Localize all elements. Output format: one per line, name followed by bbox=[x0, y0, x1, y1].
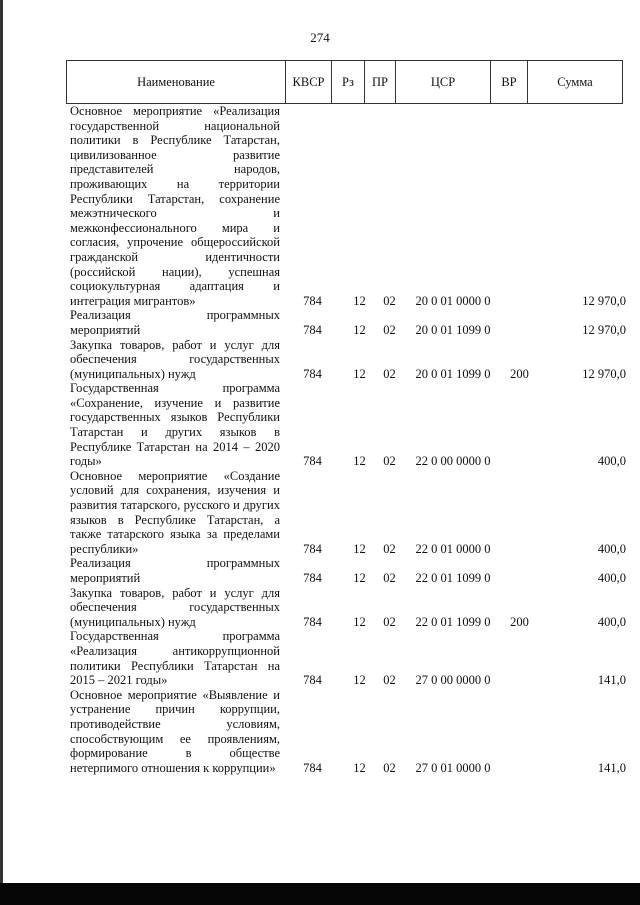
row-csr: 22 0 00 0000 0 bbox=[415, 454, 491, 469]
row-sum: 12 970,0 bbox=[582, 322, 626, 337]
table-row bbox=[66, 381, 626, 469]
table-row bbox=[66, 338, 626, 382]
row-rz: 12 bbox=[353, 571, 366, 585]
row-sum: 12 970,0 bbox=[582, 293, 626, 308]
header-vr: ВР bbox=[491, 61, 528, 104]
row-kvsr: 784 bbox=[303, 571, 322, 585]
row-csr: 20 0 01 0000 0 bbox=[415, 293, 491, 308]
row-pr: 02 bbox=[383, 454, 396, 469]
row-csr: 22 0 01 1099 0 bbox=[415, 614, 491, 629]
row-sum: 400,0 bbox=[597, 614, 626, 629]
row-sum: 400,0 bbox=[597, 454, 626, 469]
table-row bbox=[66, 104, 626, 308]
row-sum: 400,0 bbox=[597, 541, 626, 556]
row-csr: 20 0 01 1099 0 bbox=[415, 322, 491, 337]
header-name: Наименование bbox=[67, 61, 286, 104]
header-kvsr: КВСР bbox=[286, 61, 332, 104]
table-row bbox=[66, 469, 626, 557]
row-vr: 200 bbox=[510, 366, 529, 381]
scan-edge bbox=[0, 0, 3, 905]
row-sum: 141,0 bbox=[597, 673, 626, 688]
row-sum: 12 970,0 bbox=[582, 366, 626, 381]
row-name: Реализация программных мероприятий bbox=[70, 556, 280, 585]
row-rz: 12 bbox=[353, 454, 366, 469]
table-body bbox=[66, 104, 626, 775]
row-rz: 12 bbox=[353, 293, 366, 308]
row-name: Закупка товаров, работ и услуг для обеспечения государственных (муниципальных) нужд bbox=[70, 337, 280, 381]
row-name: Основное мероприятие «Создание условий для сохранения, изучения и развития татарского, русского и других языков в Республике Татарстан, а также татарского языка за пределами республики» bbox=[70, 468, 280, 556]
row-vr: 200 bbox=[510, 614, 529, 629]
row-rz: 12 bbox=[353, 673, 366, 688]
row-name: Государственная программа «Реализация антикоррупционной политики Республики Татарстан на 2015 – 2021 годы» bbox=[70, 629, 280, 688]
row-kvsr: 784 bbox=[303, 541, 322, 556]
row-rz: 12 bbox=[353, 366, 366, 381]
row-pr: 02 bbox=[383, 366, 396, 381]
row-pr: 02 bbox=[383, 614, 396, 629]
row-sum: 400,0 bbox=[597, 571, 626, 585]
header-sum: Сумма bbox=[528, 61, 623, 104]
row-pr: 02 bbox=[383, 293, 396, 308]
row-rz: 12 bbox=[353, 760, 366, 775]
table-row bbox=[66, 629, 626, 687]
row-pr: 02 bbox=[383, 673, 396, 688]
row-name: Реализация программных мероприятий bbox=[70, 308, 280, 337]
table-header bbox=[66, 60, 623, 104]
row-csr: 22 0 01 1099 0 bbox=[415, 571, 491, 585]
row-csr: 27 0 01 0000 0 bbox=[415, 760, 491, 775]
row-kvsr: 784 bbox=[303, 614, 322, 629]
row-kvsr: 784 bbox=[303, 760, 322, 775]
table-row bbox=[66, 688, 626, 776]
row-name: Основное мероприятие «Реализация государственной национальной политики в Республике Татарстан, цивилизованное развитие представителей народов, проживающих на территории Республики Татарстан, сохранение межэтнического и межконфессионального мира и согласия, упрочение общероссийской гражданской идентичности (российской нации), успешная социокультурная адаптация и интеграция мигрантов» bbox=[70, 104, 280, 308]
row-kvsr: 784 bbox=[303, 454, 322, 469]
table-row bbox=[66, 308, 626, 337]
table-row bbox=[66, 556, 626, 585]
row-name: Закупка товаров, работ и услуг для обеспечения государственных (муниципальных) нужд bbox=[70, 585, 280, 629]
row-csr: 22 0 01 0000 0 bbox=[415, 541, 491, 556]
row-kvsr: 784 bbox=[303, 293, 322, 308]
header-csr: ЦСР bbox=[396, 61, 491, 104]
row-name: Государственная программа «Сохранение, изучение и развитие государственных языков Республики Татарстан и других языков в Республике Татарстан на 2014 – 2020 годы» bbox=[70, 381, 280, 469]
page-number: 274 bbox=[310, 30, 330, 45]
row-pr: 02 bbox=[383, 322, 396, 337]
row-kvsr: 784 bbox=[303, 673, 322, 688]
row-kvsr: 784 bbox=[303, 322, 322, 337]
row-pr: 02 bbox=[383, 760, 396, 775]
row-csr: 27 0 00 0000 0 bbox=[415, 673, 491, 688]
row-pr: 02 bbox=[383, 541, 396, 556]
row-rz: 12 bbox=[353, 322, 366, 337]
row-pr: 02 bbox=[383, 571, 396, 585]
scan-bottom-border bbox=[0, 883, 640, 905]
row-kvsr: 784 bbox=[303, 366, 322, 381]
row-rz: 12 bbox=[353, 541, 366, 556]
row-rz: 12 bbox=[353, 614, 366, 629]
table-row bbox=[66, 586, 626, 630]
row-name: Основное мероприятие «Выявление и устранение причин коррупции, противодействие условиям, способствующим ее проявлениям, формирование в обществе нетерпимого отношения к коррупции» bbox=[70, 687, 280, 775]
header-rz: Рз bbox=[332, 61, 365, 104]
row-sum: 141,0 bbox=[597, 760, 626, 775]
row-csr: 20 0 01 1099 0 bbox=[415, 366, 491, 381]
header-pr: ПР bbox=[365, 61, 396, 104]
